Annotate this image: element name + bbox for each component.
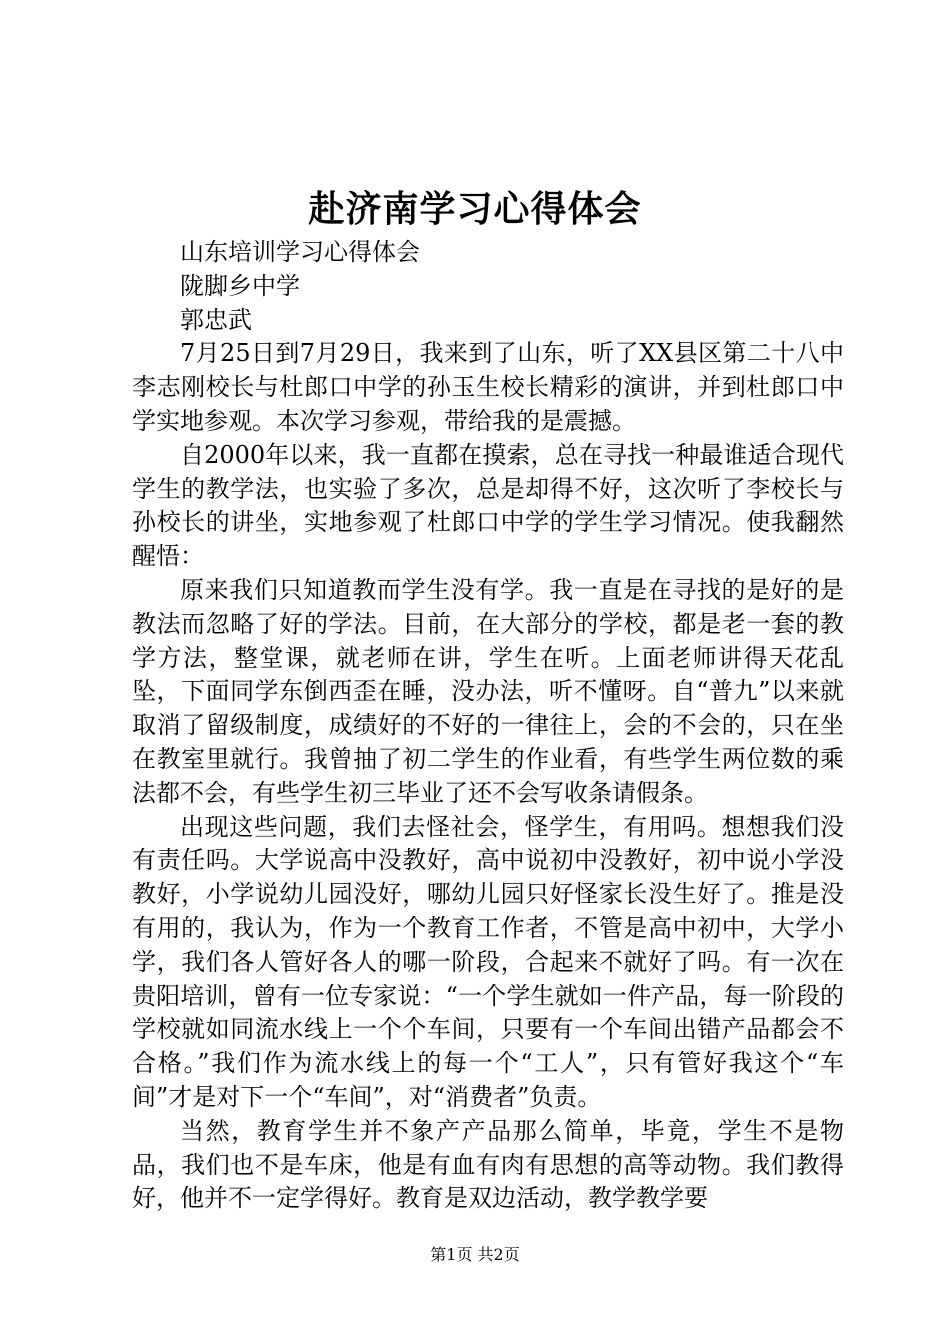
paragraph-subtitle: 山东培训学习心得体会 [180,238,420,266]
paragraph-author: 郭忠武 [180,305,252,334]
page-number-footer: 第1页 共2页 [430,1245,520,1264]
paragraph: 原来我们只知道教而学生没有学。我一直是在寻找的是好的是教法而忽略了好的学法。目前，在大部分的学校，都是老一套的教学方法，整堂课，就老师在讲，学生在听。上面老师讲得天花乱坠，下面同学东倒西歪在睡，没办法，听不懂呀。自“普九”以来就取消了留级制度，成绩好的不好的一律往上，会的不会的，只在坐在教室里就行。我曾抽了初二学生的作业看，有些学生两位数的乘法都不会，有些学生初三毕业了还不会写收条请假条。 [132,575,844,807]
document-title: 赴济南学习心得体会 [308,188,642,230]
paragraph: 当然，教育学生并不象产产品那么简单，毕竟，学生不是物品，我们也不是车床，他是有血有肉有思想的高等动物。我们教得好，他并不一定学得好。教育是双边活动，教学教学要 [132,1116,844,1213]
paragraph: 出现这些问题，我们去怪社会，怪学生，有用吗。想想我们没有责任吗。大学说高中没教好，高中说初中没教好，初中说小学没教好，小学说幼儿园没好，哪幼儿园只好怪家长没生好了。推是没有用的，我认为，作为一个教育工作者，不管是高中初中，大学小学，我们各人管好各人的哪一阶段，合起来不就好了吗。有一次在贵阳培训，曾有一位专家说：“一个学生就如一件产品，每一阶段的学校就如同流水线上一个个车间，只要有一个车间出错产品都会不合格。”我们作为流水线上的每一个“工人”，只有管好我这个“车间”才是对下一个“车间”，对“消费者”负责。 [132,812,844,1111]
paragraph: 自2000年以来，我一直都在摸索，总在寻找一种最谁适合现代学生的教学法，也实验了多次，总是却得不好，这次听了李校长与孙校长的讲坐，实地参观了杜郎口中学的学生学习情况。使我翻然醒悟： [132,440,844,571]
paragraph-school: 陇脚乡中学 [180,271,300,300]
paragraph: 7月25日到7月29日，我来到了山东，听了XX县区第二十八中李志刚校长与杜郎口中学的孙玉生校长精彩的演讲，并到杜郎口中学实地参观。本次学习参观，带给我的是震撼。 [132,339,844,435]
document-body [132,236,844,1216]
